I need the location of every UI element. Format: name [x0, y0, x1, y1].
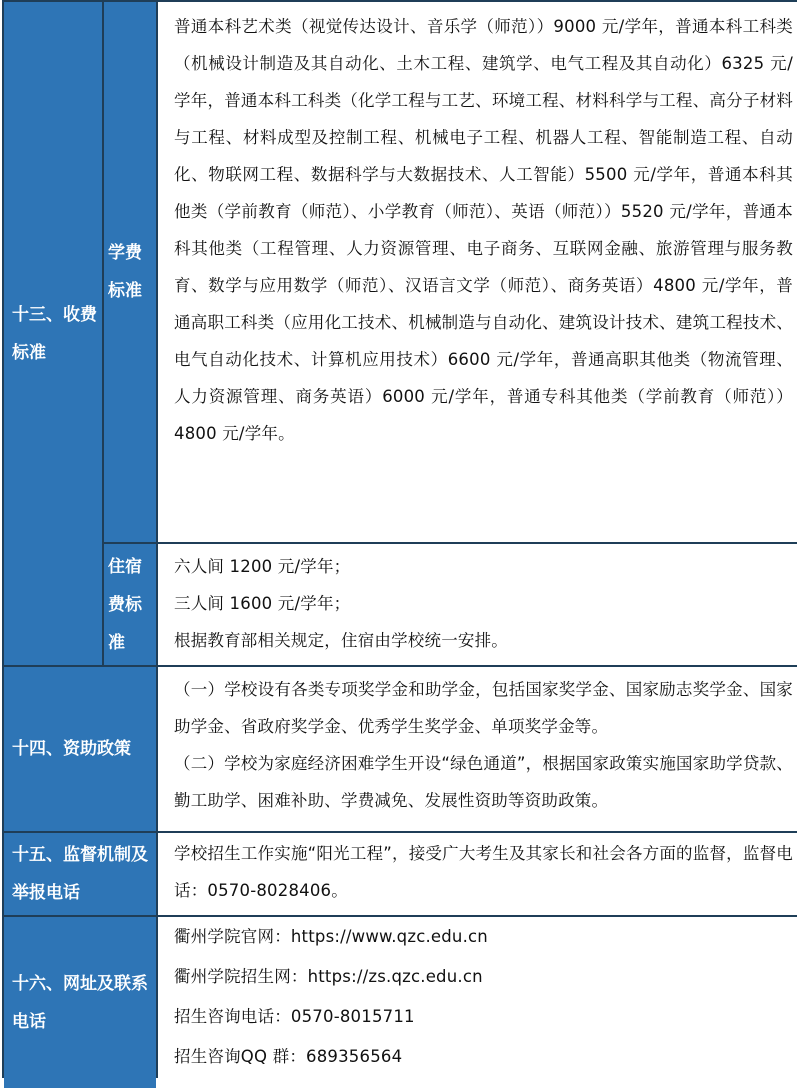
section-15-title: 十五、监督机制及举报电话 [12, 845, 148, 903]
section-13-header [4, 2, 102, 665]
website-official: 衢州学院官网：https://www.qzc.edu.cn [174, 927, 488, 946]
section-16-title: 十六、网址及联系电话 [12, 973, 148, 1032]
admission-qq-group: 招生咨询QQ 群：689356564 [174, 1047, 403, 1066]
tuition-content [158, 2, 799, 542]
section-14-header [4, 667, 156, 831]
section-15-content [158, 833, 799, 915]
dorm-content [158, 544, 799, 665]
section-15-header [4, 833, 156, 915]
section-14-title: 十四、资助政策 [12, 739, 131, 759]
tuition-text: 普通本科艺术类（视觉传达设计、音乐学（师范））9000 元/学年，普通本科工科类（机械设计制造及其自动化、土木工程、建筑学、电气工程及其自动化）6325 元/学年，普通本科工科类（化学工程与工艺、环境工程、材料科学与工程、高分子材料与工程、材料成型及控制工程、机械电子工程、机器人工程、智能制造工程、自动化、物联网工程、数据科学与大数据技术、人工智能）5500 元/学年，普通本科其他类（学前教育（师范）、小学教育（师范）、英语（师范））5520 元/学年，普通本科其他类（工程管理、人力资源管理、电子商务、互联网金融、旅游管理与服务教育、数学与应用数学（师范）、汉语言文学（师范）、商务英语）4800 元/学年，普通高职工科类（应用化工技术、机械制造与自动化、建筑设计技术、建筑工程技术、电气自动化技术、计算机应用技术）6600 元/学年，普通高职其他类（物流管理、人力资源管理、商务英语）6000 元/学年，普通专科其他类（学前教育（师范））4800 元/学年。 [174, 17, 793, 443]
supervision-text: 学校招生工作实施“阳光工程”，接受广大考生及其家长和社会各方面的监督，监督电话：0570-8028406。 [174, 844, 793, 900]
dorm-line: 三人间 1600 元/学年； [174, 594, 351, 613]
section-14-content [158, 667, 799, 831]
admission-info-table [2, 0, 797, 1078]
dorm-label: 住宿费标准 [108, 556, 142, 653]
dorm-line: 六人间 1200 元/学年； [174, 557, 351, 576]
tuition-label: 学费标准 [108, 243, 142, 301]
dorm-line: 根据教育部相关规定，住宿由学校统一安排。 [174, 631, 508, 650]
aid-policy-2: （二）学校为家庭经济困难学生开设“绿色通道”，根据国家政策实施国家助学贷款、勤工助学、困难补助、学费减免、发展性资助等资助政策。 [174, 754, 793, 810]
section-16-header [4, 917, 156, 1088]
tuition-label-cell [104, 2, 156, 542]
website-admissions: 衢州学院招生网：https://zs.qzc.edu.cn [174, 967, 483, 986]
section-16-content [158, 917, 799, 1088]
dorm-label-cell [104, 544, 156, 665]
section-13-title: 十三、收费标准 [12, 304, 97, 363]
admission-phone: 招生咨询电话：0570-8015711 [174, 1007, 415, 1026]
aid-policy-1: （一）学校设有各类专项奖学金和助学金，包括国家奖学金、国家励志奖学金、国家助学金、省政府奖学金、优秀学生奖学金、单项奖学金等。 [174, 680, 793, 736]
